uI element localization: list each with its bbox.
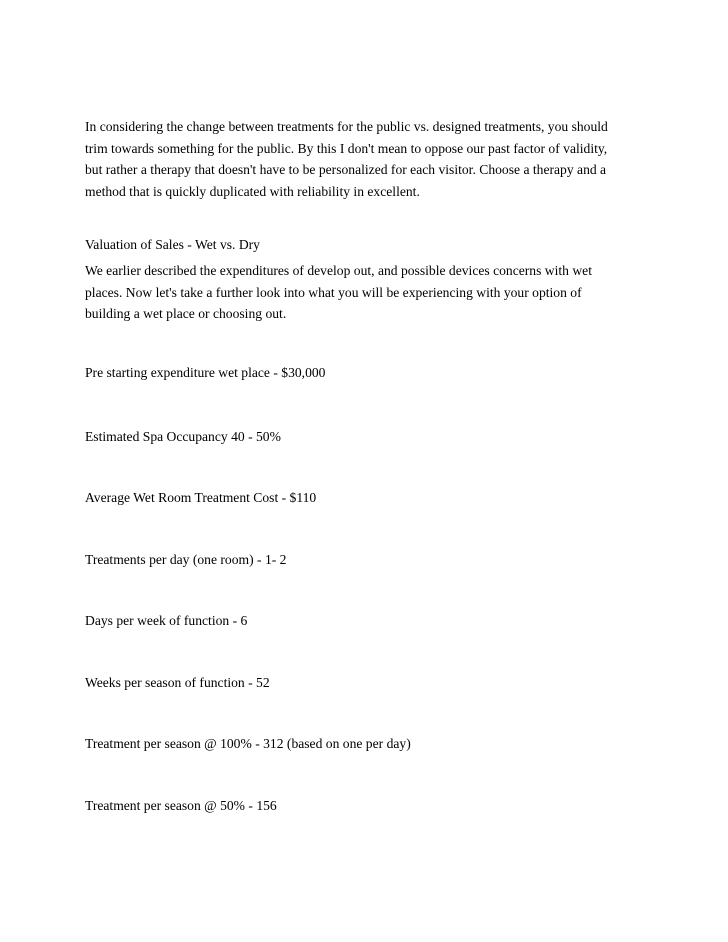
intro-line: In considering the change between treatments for the public vs. designed treatments, you should [85,119,608,134]
body-line: places. Now let's take a further look into what you will be experiencing with your option of [85,284,582,300]
body-line: We earlier described the expenditures of develop out, and possible devices concerns with wet [85,263,592,278]
list-item: Estimated Spa Occupancy 40 - 50% [85,429,281,444]
intro-line: trim towards something for the public. By this I don't mean to oppose our past factor of validity, [85,140,608,156]
list-item: Pre starting expenditure wet place - $30,000 [85,365,326,380]
body-line: building a wet place or choosing out. [85,306,287,321]
intro-line: but rather a therapy that doesn't have to be personalized for each visitor. Choose a therapy and a [85,162,607,177]
section-heading: Valuation of Sales - Wet vs. Dry [85,237,260,252]
list-item: Treatments per day (one room) - 1- 2 [85,552,287,567]
intro-line: method that is quickly duplicated with reliability in excellent. [85,183,420,199]
body-paragraph [85,260,645,325]
intro-paragraph [85,116,645,202]
list-item: Average Wet Room Treatment Cost - $110 [85,490,317,505]
list-item: Treatment per season @ 100% - 312 (based on one per day) [85,736,411,751]
list-item: Treatment per season @ 50% - 156 [85,798,277,813]
list-item: Days per week of function - 6 [85,613,248,628]
list-item: Weeks per season of function - 52 [85,675,270,690]
